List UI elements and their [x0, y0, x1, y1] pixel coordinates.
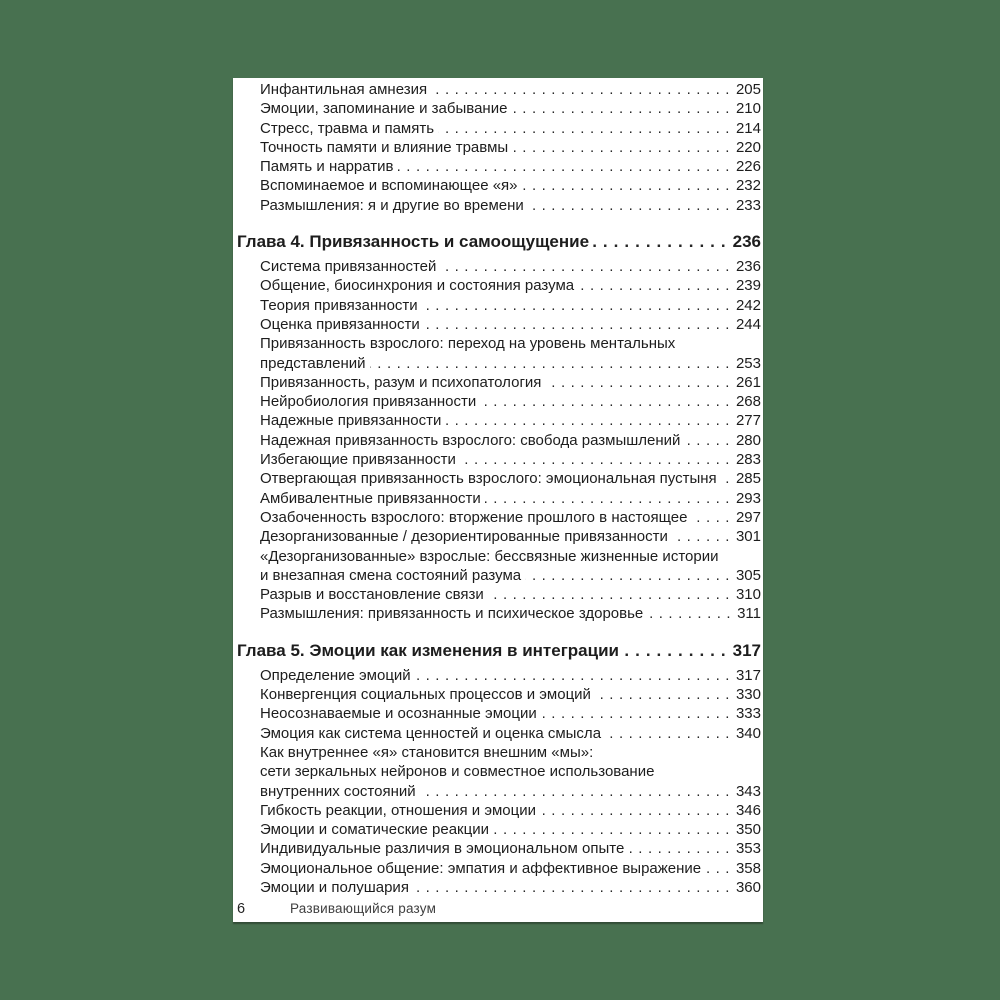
toc-entry-page: 226: [735, 158, 761, 176]
toc-leader-dots: [691, 508, 734, 527]
toc-entry-page: 214: [735, 119, 761, 137]
toc-entry-title: Инфантильная амнезия: [260, 81, 428, 98]
toc-entry-title: Определение эмоций: [260, 666, 411, 684]
chapter-heading-title: Глава 4. Привязанность и самоощущение: [237, 232, 590, 252]
toc-leader-dots: [593, 230, 732, 253]
toc-entry-title: Теория привязанности: [260, 296, 418, 314]
toc-entry: [237, 431, 761, 450]
toc-entry-title: Привязанность взрослого: переход на уровень ментальных: [260, 335, 676, 353]
toc-entry-title: Эмоциональное общение: эмпатия и аффективное выражение: [260, 859, 702, 877]
toc-leader-dots: [424, 315, 735, 334]
toc-leader-dots: [370, 354, 735, 373]
toc-leader-dots: [480, 392, 735, 411]
toc-entry: [237, 80, 761, 99]
toc-entry-page: 311: [737, 605, 761, 623]
toc-entry-page: 317: [735, 666, 761, 684]
toc-leader-dots: [628, 839, 735, 858]
toc-entry-title: Эмоция как система ценностей и оценка смысла: [260, 724, 602, 742]
toc-leader-dots: [623, 639, 732, 662]
folio-page-number: 6: [237, 901, 246, 917]
toc-leader-dots: [512, 138, 735, 157]
toc-leader-dots: [545, 373, 735, 392]
toc-entry-title: Избегающие привязанности: [260, 451, 456, 469]
toc-entry-page: 297: [735, 508, 761, 526]
toc-entry-page: 277: [735, 412, 761, 430]
toc-entry-title: внутренних состояний: [260, 782, 416, 800]
toc-entry: [237, 138, 761, 157]
chapter-heading: [237, 230, 761, 253]
toc-entry: [237, 176, 761, 195]
toc-entry: [237, 547, 761, 566]
toc-entry-title: «Дезорганизованные» взрослые: бессвязные жизненные истории: [260, 547, 719, 565]
toc-entry-page: 343: [735, 782, 761, 800]
toc-entry: [237, 704, 761, 723]
toc-leader-dots: [415, 666, 735, 685]
toc-leader-dots: [528, 196, 735, 215]
toc-entry-page: 253: [735, 354, 761, 372]
toc-entry-title: сети зеркальных нейронов и совместное использование: [260, 763, 655, 781]
toc-leader-dots: [440, 257, 735, 276]
toc-entry-title: Система привязанностей: [260, 258, 437, 276]
toc-entry: [237, 354, 761, 373]
toc-entry-title: Эмоции, запоминание и забывание: [260, 100, 508, 118]
toc-leader-dots: [438, 119, 735, 138]
toc-entry-title: Общение, биосинхрония и состояния разума: [260, 277, 575, 295]
toc-section-chapter5: [237, 639, 761, 898]
toc-entry-page: 283: [735, 451, 761, 469]
toc-entry-title: Надежная привязанность взрослого: свобода размышлений: [260, 431, 681, 449]
toc-entry: [237, 604, 761, 623]
toc-leader-dots: [522, 176, 735, 195]
toc-leader-dots: [488, 585, 735, 604]
toc-entry-title: Нейробиология привязанности: [260, 393, 477, 411]
toc-leader-dots: [420, 782, 735, 801]
toc-leader-dots: [605, 724, 735, 743]
toc-entry: [237, 392, 761, 411]
toc-entry: [237, 315, 761, 334]
toc-entry-title: Неосознаваемые и осознанные эмоции: [260, 705, 537, 723]
toc-entry-title: Привязанность, разум и психопатология: [260, 373, 542, 391]
running-footer-book-title: Развивающийся разум: [290, 901, 437, 916]
toc-entry: [237, 469, 761, 488]
toc-entry: [237, 276, 761, 295]
toc-leader-dots: [540, 801, 735, 820]
chapter-heading-page: 236: [732, 232, 761, 252]
toc-entry-title: и внезапная смена состояний разума: [260, 566, 522, 584]
toc-entry-title: Дезорганизованные / дезориентированные привязанности: [260, 528, 668, 546]
toc-leader-dots: [511, 99, 735, 118]
toc-entry: [237, 411, 761, 430]
toc-leader-dots: [431, 80, 735, 99]
toc-entry-page: 358: [735, 859, 761, 877]
toc-entry: [237, 859, 761, 878]
toc-leader-dots: [413, 878, 735, 897]
toc-entry: [237, 839, 761, 858]
toc-entry-page: 236: [735, 258, 761, 276]
toc-entry: [237, 99, 761, 118]
toc-entry: [237, 801, 761, 820]
toc-entry-title: Эмоции и соматические реакции: [260, 821, 489, 839]
toc-entry: [237, 257, 761, 276]
toc-entry: [237, 762, 761, 781]
toc-entry-page: 353: [735, 840, 761, 858]
toc-entry-title: Озабоченность взрослого: вторжение прошлого в настоящее: [260, 508, 688, 526]
toc-entry-title: Оценка привязанности: [260, 315, 420, 333]
toc-entry-page: 346: [735, 801, 761, 819]
toc-entry-title: Эмоции и полушария: [260, 878, 409, 896]
toc-leader-dots: [578, 276, 735, 295]
toc-entry: [237, 489, 761, 508]
toc-entry: [237, 782, 761, 801]
toc-entry-page: 340: [735, 724, 761, 742]
toc-entry-page: 301: [735, 528, 761, 546]
toc-entry-page: 210: [735, 100, 761, 118]
toc-section-chapter3-tail: [237, 80, 761, 215]
toc-entry-title: представлений: [260, 354, 366, 372]
toc-entries: [237, 80, 761, 215]
toc-entry: [237, 508, 761, 527]
toc-entry-title: Размышления: я и другие во времени: [260, 196, 524, 214]
toc-entry-title: Размышления: привязанность и психическое здоровье: [260, 605, 644, 623]
toc-entry: [237, 566, 761, 585]
toc-entry-title: Стресс, травма и память: [260, 119, 435, 137]
toc-entry-page: 220: [735, 138, 761, 156]
toc-leader-dots: [422, 296, 735, 315]
toc-entry-title: Амбивалентные привязанности: [260, 489, 481, 507]
toc-entry: [237, 820, 761, 839]
toc-entry-page: 310: [735, 586, 761, 604]
toc-entry-page: 360: [735, 878, 761, 896]
toc-leader-dots: [705, 859, 735, 878]
toc-entry: [237, 450, 761, 469]
toc-entry-page: 305: [735, 566, 761, 584]
toc-entry-title: Точность памяти и влияние травмы: [260, 138, 509, 156]
toc-leader-dots: [684, 431, 735, 450]
toc-entry-page: 285: [735, 470, 761, 488]
toc-entry-page: 350: [735, 821, 761, 839]
toc-entry-page: 261: [735, 373, 761, 391]
toc-entry: [237, 724, 761, 743]
toc-entries: [237, 666, 761, 898]
toc-entry-title: Надежные привязанности: [260, 412, 442, 430]
toc-entry: [237, 527, 761, 546]
toc-entry: [237, 743, 761, 762]
toc-entry-title: Вспоминаемое и вспоминающее «я»: [260, 177, 518, 195]
toc-entry-page: 330: [735, 686, 761, 704]
toc-entry-page: 268: [735, 393, 761, 411]
chapter-heading-page: 317: [732, 640, 761, 660]
toc-entry: [237, 296, 761, 315]
toc-entry: [237, 585, 761, 604]
toc-leader-dots: [525, 566, 735, 585]
toc-entry-title: Индивидуальные различия в эмоциональном опыте: [260, 840, 625, 858]
toc-entry-page: 205: [735, 81, 761, 98]
toc-entry: [237, 878, 761, 897]
toc-entry-title: Гибкость реакции, отношения и эмоции: [260, 801, 536, 819]
toc-entry-page: 244: [735, 315, 761, 333]
toc-entry-title: Отвергающая привязанность взрослого: эмоциональная пустыня: [260, 470, 717, 488]
toc-entry: [237, 685, 761, 704]
toc-entry-page: 233: [735, 196, 761, 214]
toc-leader-dots: [595, 685, 735, 704]
toc-entry-title: Разрыв и восстановление связи: [260, 586, 484, 604]
toc-entry-title: Память и нарратив: [260, 158, 394, 176]
book-page: [233, 78, 763, 922]
toc-entry: [237, 119, 761, 138]
toc-entry-page: 232: [735, 177, 761, 195]
toc-entry-page: 242: [735, 296, 761, 314]
toc-entry: [237, 196, 761, 215]
toc-leader-dots: [493, 820, 735, 839]
toc-leader-dots: [721, 469, 735, 488]
chapter-heading-title: Глава 5. Эмоции как изменения в интеграции: [237, 640, 619, 660]
toc-entry-title: Конвергенция социальных процессов и эмоций: [260, 686, 591, 704]
toc-entry-page: 239: [735, 277, 761, 295]
toc-section-chapter4: [237, 230, 761, 624]
chapter-heading: [237, 639, 761, 662]
toc-entry-page: 333: [735, 705, 761, 723]
toc-entry: [237, 373, 761, 392]
toc-leader-dots: [398, 157, 735, 176]
toc-entry-title: Как внутреннее «я» становится внешним «мы»:: [260, 743, 594, 761]
toc-entries: [237, 257, 761, 624]
toc-entry-page: 280: [735, 431, 761, 449]
toc-leader-dots: [460, 450, 735, 469]
toc-entry: [237, 666, 761, 685]
toc-leader-dots: [647, 604, 736, 623]
toc-entry-page: 293: [735, 489, 761, 507]
toc-leader-dots: [445, 411, 735, 430]
toc-leader-dots: [672, 527, 735, 546]
toc-leader-dots: [541, 704, 735, 723]
toc-entry: [237, 334, 761, 353]
page-footer: [237, 901, 761, 917]
toc-leader-dots: [485, 489, 735, 508]
toc-entry: [237, 157, 761, 176]
